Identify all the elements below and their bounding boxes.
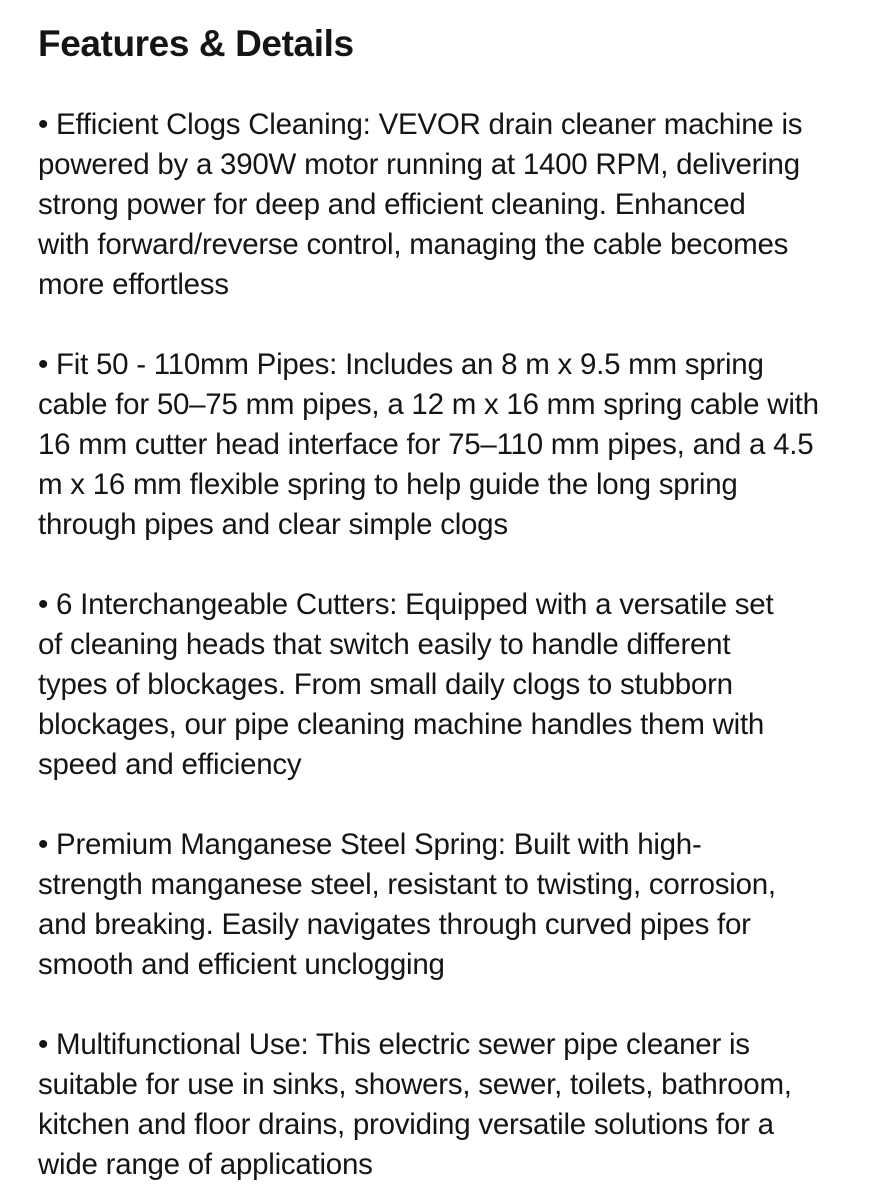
feature-text-line: wide range of applications xyxy=(38,1148,373,1181)
feature-text-line: m x 16 mm flexible spring to help guide the long spring xyxy=(38,468,738,501)
feature-text-line: powered by a 390W motor running at 1400 RPM, delivering xyxy=(38,148,800,181)
feature-text-line: • Fit 50 - 110mm Pipes: Includes an 8 m x 9.5 mm spring xyxy=(38,348,764,381)
feature-text-line: speed and efficiency xyxy=(38,748,302,781)
feature-efficient-clogs-cleaning xyxy=(38,105,882,305)
feature-text-line: 16 mm cutter head interface for 75–110 mm pipes, and a 4.5 xyxy=(38,428,814,461)
feature-text-line: kitchen and floor drains, providing versatile solutions for a xyxy=(38,1108,774,1141)
feature-interchangeable-cutters xyxy=(38,585,882,785)
feature-text-line: with forward/reverse control, managing the cable becomes xyxy=(38,228,789,261)
feature-text-line: cable for 50–75 mm pipes, a 12 m x 16 mm spring cable with xyxy=(38,388,819,421)
feature-text-line: smooth and efficient unclogging xyxy=(38,948,445,981)
feature-text-line: types of blockages. From small daily clogs to stubborn xyxy=(38,668,733,701)
feature-text-line: blockages, our pipe cleaning machine handles them with xyxy=(38,708,765,741)
feature-text-line: of cleaning heads that switch easily to handle different xyxy=(38,628,731,661)
feature-manganese-steel-spring xyxy=(38,825,882,985)
feature-text-line: strong power for deep and efficient cleaning. Enhanced xyxy=(38,188,746,221)
feature-multifunctional-use xyxy=(38,1025,882,1185)
feature-text-line: and breaking. Easily navigates through curved pipes for xyxy=(38,908,751,941)
feature-text-line: through pipes and clear simple clogs xyxy=(38,508,508,541)
feature-text-line: more effortless xyxy=(38,268,229,301)
feature-text-line: strength manganese steel, resistant to twisting, corrosion, xyxy=(38,868,776,901)
feature-text-line: • Efficient Clogs Cleaning: VEVOR drain cleaner machine is xyxy=(38,108,803,141)
feature-text-line: • Premium Manganese Steel Spring: Built with high- xyxy=(38,828,702,861)
feature-text-line: • 6 Interchangeable Cutters: Equipped with a versatile set xyxy=(38,588,774,621)
feature-text-line: • Multifunctional Use: This electric sewer pipe cleaner is xyxy=(38,1028,750,1061)
page-title: Features & Details xyxy=(38,23,354,64)
feature-text-line: suitable for use in sinks, showers, sewer, toilets, bathroom, xyxy=(38,1068,792,1101)
feature-pipe-fit xyxy=(38,345,882,545)
